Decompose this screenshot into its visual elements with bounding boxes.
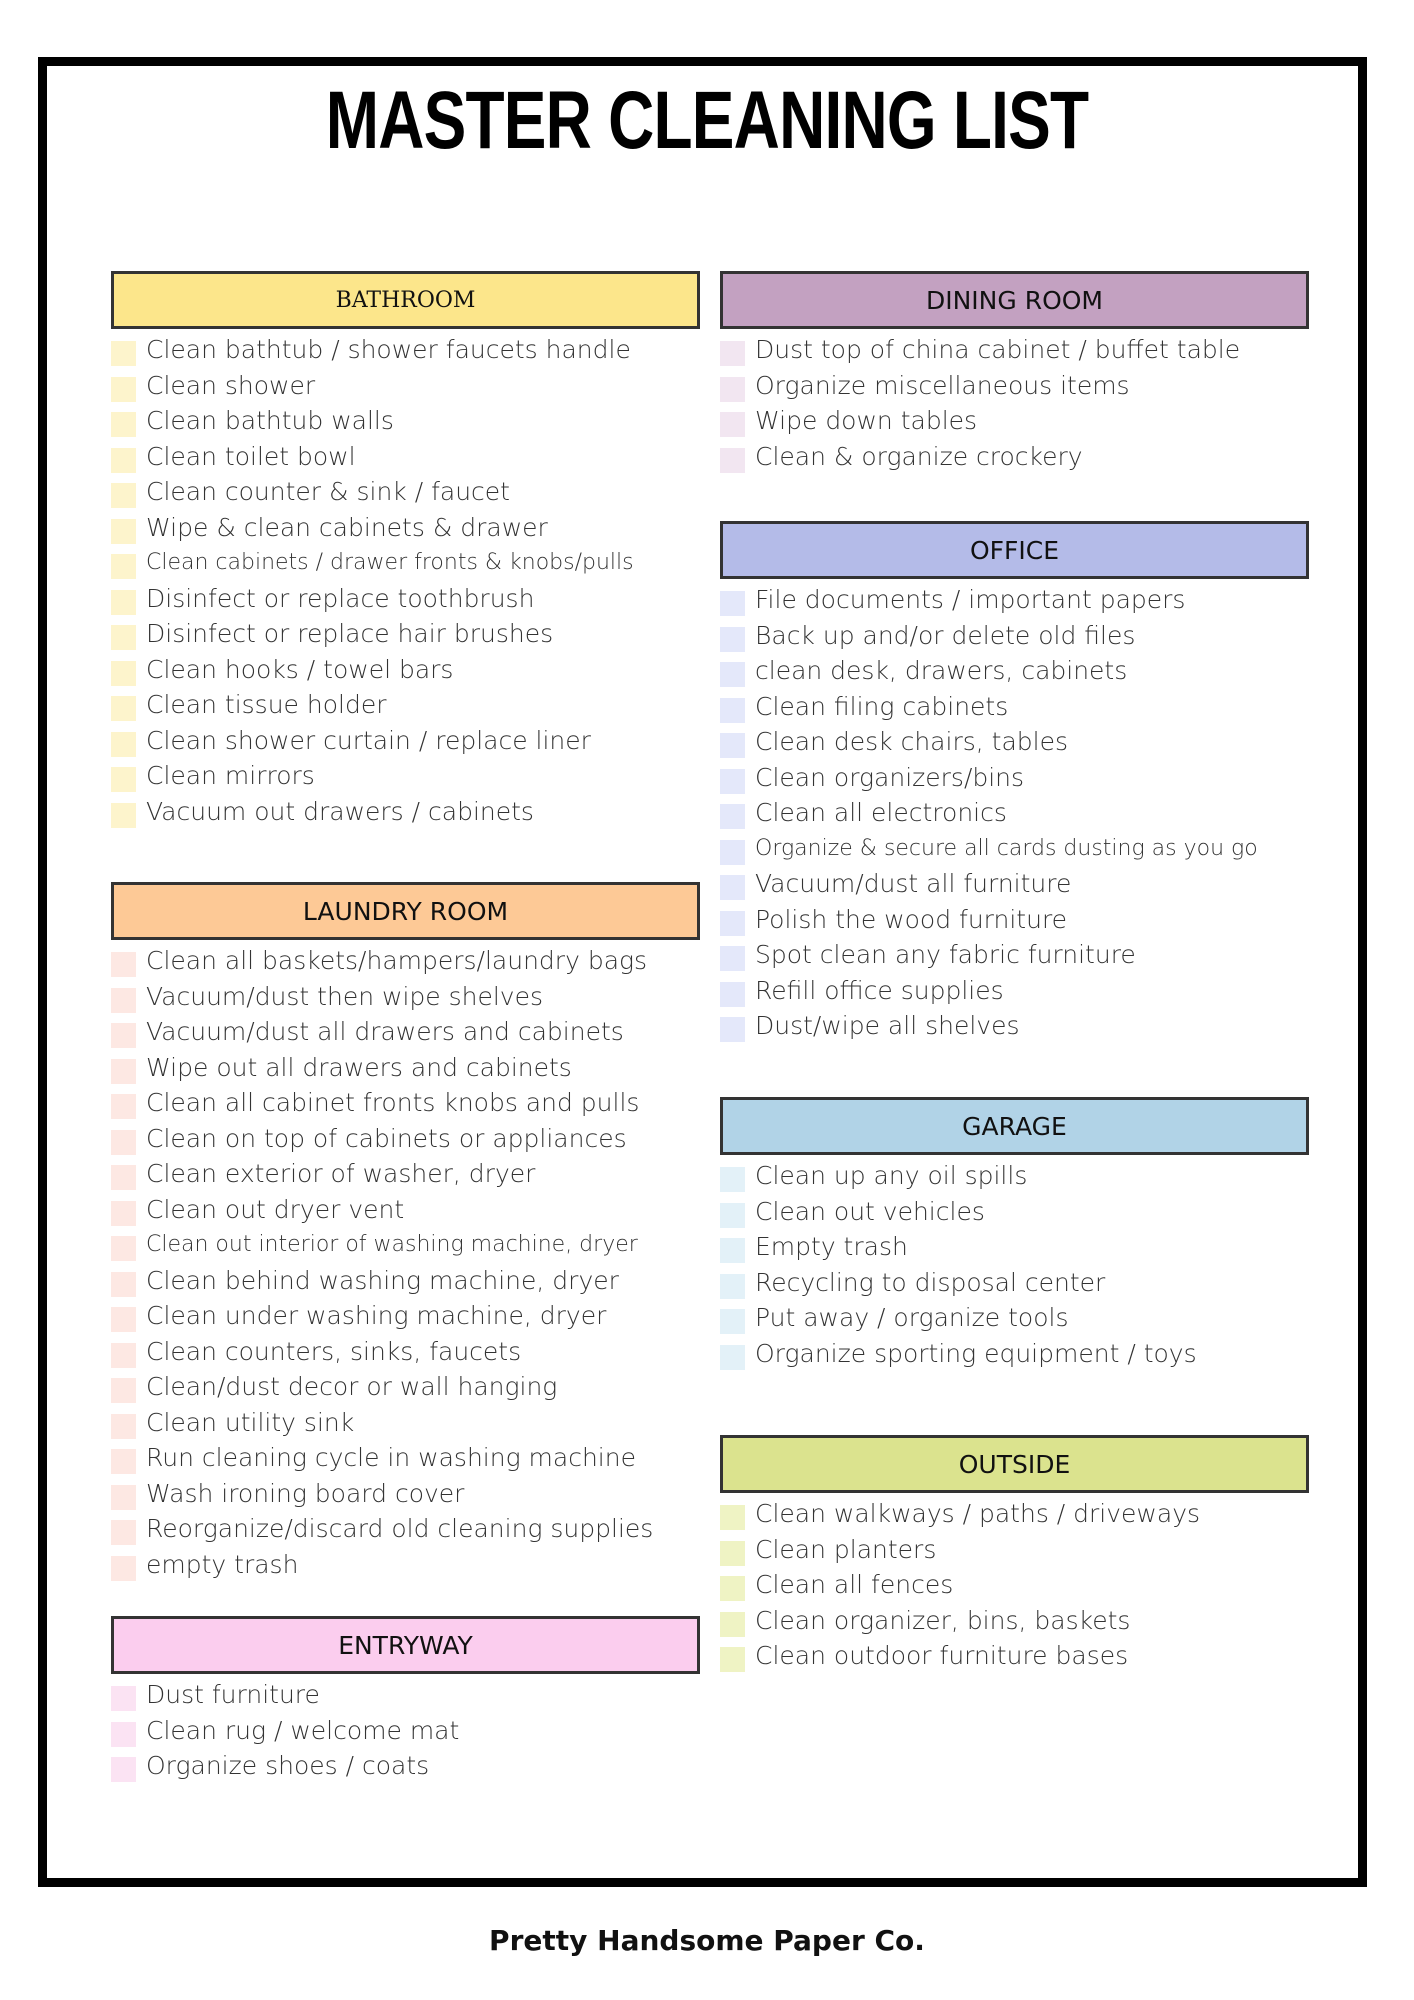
checkbox[interactable] <box>720 341 745 366</box>
checklist-item-label: Clean desk chairs, tables <box>755 727 1068 757</box>
checklist-item-label: Wipe & clean cabinets & drawer <box>146 512 548 542</box>
checklist-item-label: Clean utility sink <box>146 1407 355 1437</box>
checklist-item <box>111 979 700 1015</box>
checklist-item <box>720 439 1309 475</box>
checkbox[interactable] <box>111 1236 136 1261</box>
checkbox[interactable] <box>720 1612 745 1637</box>
checklist-outside <box>720 1496 1309 1674</box>
checklist-item <box>111 687 700 723</box>
checklist-item-label: Recycling to disposal center <box>755 1267 1106 1297</box>
checkbox[interactable] <box>720 1345 745 1370</box>
checklist-item <box>111 1748 700 1784</box>
checklist-item <box>720 1336 1309 1372</box>
checklist-item <box>111 1369 700 1405</box>
checklist-item <box>111 1713 700 1749</box>
section-header-dining-room: DINING ROOM <box>720 271 1309 329</box>
checklist-item <box>111 1121 700 1157</box>
checkbox[interactable] <box>111 377 136 402</box>
checkbox[interactable] <box>111 696 136 721</box>
checklist-item-label: Wipe out all drawers and cabinets <box>146 1052 572 1082</box>
checkbox[interactable] <box>111 661 136 686</box>
checklist-item-label: Clean out dryer vent <box>146 1194 405 1224</box>
checklist-item-label: Clean counter & sink / faucet <box>146 477 510 507</box>
checkbox[interactable] <box>720 698 745 723</box>
checkbox[interactable] <box>720 1541 745 1566</box>
checkbox[interactable] <box>720 911 745 936</box>
checklist-item <box>111 1677 700 1713</box>
checkbox[interactable] <box>720 1576 745 1601</box>
checklist-garage <box>720 1158 1309 1371</box>
checklist-item-label: Disinfect or replace hair brushes <box>146 619 554 649</box>
checklist-item <box>720 937 1309 973</box>
checklist-item <box>111 1263 700 1299</box>
checklist-item-label: Clean on top of cabinets or appliances <box>146 1123 627 1153</box>
checkbox[interactable] <box>720 982 745 1007</box>
checkbox[interactable] <box>720 1238 745 1263</box>
section-outside <box>720 1435 1309 1674</box>
checklist-item <box>720 973 1309 1009</box>
checklist-bathroom <box>111 332 700 829</box>
checkbox[interactable] <box>111 1414 136 1439</box>
checklist-item-label: Clean planters <box>755 1534 937 1564</box>
checkbox[interactable] <box>111 1556 136 1581</box>
checklist-item-label: Clean bathtub / shower faucets handle <box>146 335 631 365</box>
checklist-item <box>111 1440 700 1476</box>
checklist-item <box>720 760 1309 796</box>
checklist-item <box>111 1476 700 1512</box>
checkbox[interactable] <box>111 988 136 1013</box>
checkbox[interactable] <box>111 1307 136 1332</box>
checklist-item <box>720 1265 1309 1301</box>
checklist-item <box>720 866 1309 902</box>
checkbox[interactable] <box>720 1167 745 1192</box>
checkbox[interactable] <box>111 1757 136 1782</box>
checkbox[interactable] <box>111 1520 136 1545</box>
checklist-item-label: Clean filing cabinets <box>755 691 1009 721</box>
checklist-item <box>720 1158 1309 1194</box>
checklist-item <box>111 1511 700 1547</box>
checkbox[interactable] <box>111 448 136 473</box>
checklist-item-label: Clean hooks / towel bars <box>146 654 454 684</box>
checklist-item-label: Clean all baskets/hampers/laundry bags <box>146 946 648 976</box>
checklist-item <box>111 794 700 830</box>
section-laundry-room <box>111 882 700 1582</box>
checklist-item-label: Clean all fences <box>755 1570 954 1600</box>
checkbox[interactable] <box>111 1201 136 1226</box>
checklist-item-label: Clean & organize crockery <box>755 441 1083 471</box>
checklist-item-label: Clean shower curtain / replace liner <box>146 725 591 755</box>
checklist-item-label: Clean rug / welcome mat <box>146 1715 460 1745</box>
checklist-item-label: Wash ironing board cover <box>146 1478 465 1508</box>
checkbox[interactable] <box>111 1094 136 1119</box>
checklist-item <box>720 582 1309 618</box>
checkbox[interactable] <box>111 952 136 977</box>
section-header-office: OFFICE <box>720 521 1309 579</box>
checklist-item <box>720 1496 1309 1532</box>
checklist-item-label: Clean counters, sinks, faucets <box>146 1336 522 1366</box>
checkbox[interactable] <box>720 448 745 473</box>
checklist-item <box>111 1050 700 1086</box>
checklist-item-label: Organize shoes / coats <box>146 1751 430 1781</box>
checklist-item <box>720 724 1309 760</box>
checkbox[interactable] <box>720 733 745 758</box>
checkbox[interactable] <box>111 1165 136 1190</box>
checkbox[interactable] <box>111 1449 136 1474</box>
checklist-item <box>720 332 1309 368</box>
checklist-item-label: Clean exterior of washer, dryer <box>146 1159 536 1189</box>
checkbox[interactable] <box>720 377 745 402</box>
checklist-item-label: Organize sporting equipment / toys <box>755 1338 1197 1368</box>
checklist-item <box>111 581 700 617</box>
section-header-garage: GARAGE <box>720 1097 1309 1155</box>
checkbox[interactable] <box>720 769 745 794</box>
checkbox[interactable] <box>720 804 745 829</box>
checkbox[interactable] <box>111 1686 136 1711</box>
checklist-item <box>111 1298 700 1334</box>
section-header-laundry-room: LAUNDRY ROOM <box>111 882 700 940</box>
checklist-item <box>720 1603 1309 1639</box>
checkbox[interactable] <box>720 412 745 437</box>
checkbox[interactable] <box>720 1274 745 1299</box>
checkbox[interactable] <box>111 1272 136 1297</box>
checklist-entryway <box>111 1677 700 1784</box>
checkbox[interactable] <box>111 483 136 508</box>
checklist-item <box>720 795 1309 831</box>
checkbox[interactable] <box>720 1309 745 1334</box>
checklist-item-label: Vacuum out drawers / cabinets <box>146 796 534 826</box>
checkbox[interactable] <box>111 590 136 615</box>
checklist-item-label: Clean shower <box>146 370 316 400</box>
checklist-item <box>111 1227 700 1263</box>
checkbox[interactable] <box>111 1059 136 1084</box>
checkbox[interactable] <box>111 767 136 792</box>
checklist-item <box>720 689 1309 725</box>
checklist-item <box>111 1405 700 1441</box>
page-title: MASTER CLEANING LIST <box>325 75 1089 166</box>
checklist-item <box>111 439 700 475</box>
checklist-item-label: Organize & secure all cards dusting as you go <box>755 835 1258 861</box>
checklist-item <box>720 1567 1309 1603</box>
checklist-item-label: Clean walkways / paths / driveways <box>755 1499 1201 1529</box>
checklist-item-label: File documents / important papers <box>755 585 1186 615</box>
checklist-item-label: Run cleaning cycle in washing machine <box>146 1443 636 1473</box>
checklist-item <box>111 1547 700 1583</box>
checklist-item <box>111 1192 700 1228</box>
checklist-item-label: empty trash <box>146 1549 299 1579</box>
checklist-item-label: Clean mirrors <box>146 761 315 791</box>
section-garage <box>720 1097 1309 1371</box>
checklist-item-label: Vacuum/dust then wipe shelves <box>146 981 543 1011</box>
checkbox[interactable] <box>111 1130 136 1155</box>
checklist-item <box>111 943 700 979</box>
checkbox[interactable] <box>111 1378 136 1403</box>
checklist-item <box>720 618 1309 654</box>
checklist-item <box>111 332 700 368</box>
checklist-item-label: Clean out vehicles <box>755 1196 985 1226</box>
checklist-item-label: Dust top of china cabinet / buffet table <box>755 335 1241 365</box>
checklist-item-label: Polish the wood furniture <box>755 904 1068 934</box>
checklist-item-label: Vacuum/dust all furniture <box>755 869 1072 899</box>
checkbox[interactable] <box>720 1017 745 1042</box>
checkbox[interactable] <box>720 1505 745 1530</box>
checklist-item <box>111 474 700 510</box>
checklist-item <box>111 403 700 439</box>
checklist-item <box>720 403 1309 439</box>
checklist-item <box>720 902 1309 938</box>
checklist-item <box>720 1194 1309 1230</box>
checklist-item <box>720 1638 1309 1674</box>
checklist-item-label: Reorganize/discard old cleaning supplies <box>146 1514 654 1544</box>
checklist-item <box>111 545 700 581</box>
checklist-dining-room <box>720 332 1309 474</box>
checklist-item <box>720 1008 1309 1044</box>
brand-footer: Pretty Handsome Paper Co. <box>489 1924 925 1957</box>
checkbox[interactable] <box>720 840 745 865</box>
section-header-entryway: ENTRYWAY <box>111 1616 700 1674</box>
checklist-item-label: Clean/dust decor or wall hanging <box>146 1372 558 1402</box>
section-bathroom <box>111 271 700 829</box>
checklist-item-label: Dust/wipe all shelves <box>755 1011 1020 1041</box>
checklist-item-label: Disinfect or replace toothbrush <box>146 583 535 613</box>
checklist-item-label: Vacuum/dust all drawers and cabinets <box>146 1017 624 1047</box>
checkbox[interactable] <box>111 1722 136 1747</box>
checklist-item-label: Clean all electronics <box>755 798 1007 828</box>
checkbox[interactable] <box>720 946 745 971</box>
checkbox[interactable] <box>111 1343 136 1368</box>
checklist-item <box>111 1014 700 1050</box>
section-office <box>720 521 1309 1044</box>
checkbox[interactable] <box>720 1647 745 1672</box>
checkbox[interactable] <box>720 662 745 687</box>
checklist-item <box>720 831 1309 867</box>
section-dining-room <box>720 271 1309 474</box>
checklist-item-label: Clean cabinets / drawer fronts & knobs/pulls <box>146 550 634 576</box>
checkbox[interactable] <box>720 591 745 616</box>
checkbox[interactable] <box>111 554 136 579</box>
checkbox[interactable] <box>111 519 136 544</box>
checkbox[interactable] <box>111 341 136 366</box>
checklist-item-label: Wipe down tables <box>755 406 978 436</box>
checklist-item-label: Clean all cabinet fronts knobs and pulls <box>146 1088 640 1118</box>
checkbox[interactable] <box>111 625 136 650</box>
checklist-item-label: Spot clean any fabric furniture <box>755 940 1136 970</box>
checklist-item <box>720 1229 1309 1265</box>
checklist-item-label: Clean under washing machine, dryer <box>146 1301 607 1331</box>
checklist-item-label: Clean behind washing machine, dryer <box>146 1265 619 1295</box>
checklist-item-label: Back up and/or delete old files <box>755 620 1136 650</box>
checklist-item <box>111 758 700 794</box>
checklist-item-label: Clean organizers/bins <box>755 762 1025 792</box>
section-header-bathroom: BATHROOM <box>111 271 700 329</box>
checklist-item-label: Clean out interior of washing machine, dryer <box>146 1232 638 1258</box>
checklist-item-label: Organize miscellaneous items <box>755 370 1130 400</box>
checklist-item <box>111 1085 700 1121</box>
checkbox[interactable] <box>111 412 136 437</box>
checkbox[interactable] <box>111 1023 136 1048</box>
checklist-item <box>111 652 700 688</box>
checklist-item <box>720 1532 1309 1568</box>
checklist-laundry-room <box>111 943 700 1582</box>
checklist-item <box>720 653 1309 689</box>
checkbox[interactable] <box>720 1203 745 1228</box>
section-entryway <box>111 1616 700 1784</box>
checklist-item <box>720 1300 1309 1336</box>
checklist-item <box>111 1334 700 1370</box>
checklist-item-label: Dust furniture <box>146 1680 320 1710</box>
section-header-outside: OUTSIDE <box>720 1435 1309 1493</box>
checklist-item-label: Put away / organize tools <box>755 1303 1069 1333</box>
checklist-item <box>720 368 1309 404</box>
checklist-item <box>111 1156 700 1192</box>
checklist-item-label: Clean bathtub walls <box>146 406 394 436</box>
checklist-item-label: Clean tissue holder <box>146 690 387 720</box>
checkbox[interactable] <box>720 875 745 900</box>
checklist-item-label: Clean toilet bowl <box>146 441 356 471</box>
checklist-item-label: Refill office supplies <box>755 975 1004 1005</box>
checklist-item-label: Empty trash <box>755 1232 908 1262</box>
checklist-item-label: Clean outdoor furniture bases <box>755 1641 1129 1671</box>
checklist-item <box>111 723 700 759</box>
checklist-item <box>111 510 700 546</box>
checkbox[interactable] <box>111 732 136 757</box>
checkbox[interactable] <box>111 1485 136 1510</box>
checklist-item <box>111 616 700 652</box>
checklist-office <box>720 582 1309 1044</box>
checklist-item-label: clean desk, drawers, cabinets <box>755 656 1128 686</box>
checklist-item-label: Clean up any oil spills <box>755 1161 1028 1191</box>
checklist-item <box>111 368 700 404</box>
checklist-item-label: Clean organizer, bins, baskets <box>755 1605 1131 1635</box>
checkbox[interactable] <box>111 803 136 828</box>
checkbox[interactable] <box>720 627 745 652</box>
